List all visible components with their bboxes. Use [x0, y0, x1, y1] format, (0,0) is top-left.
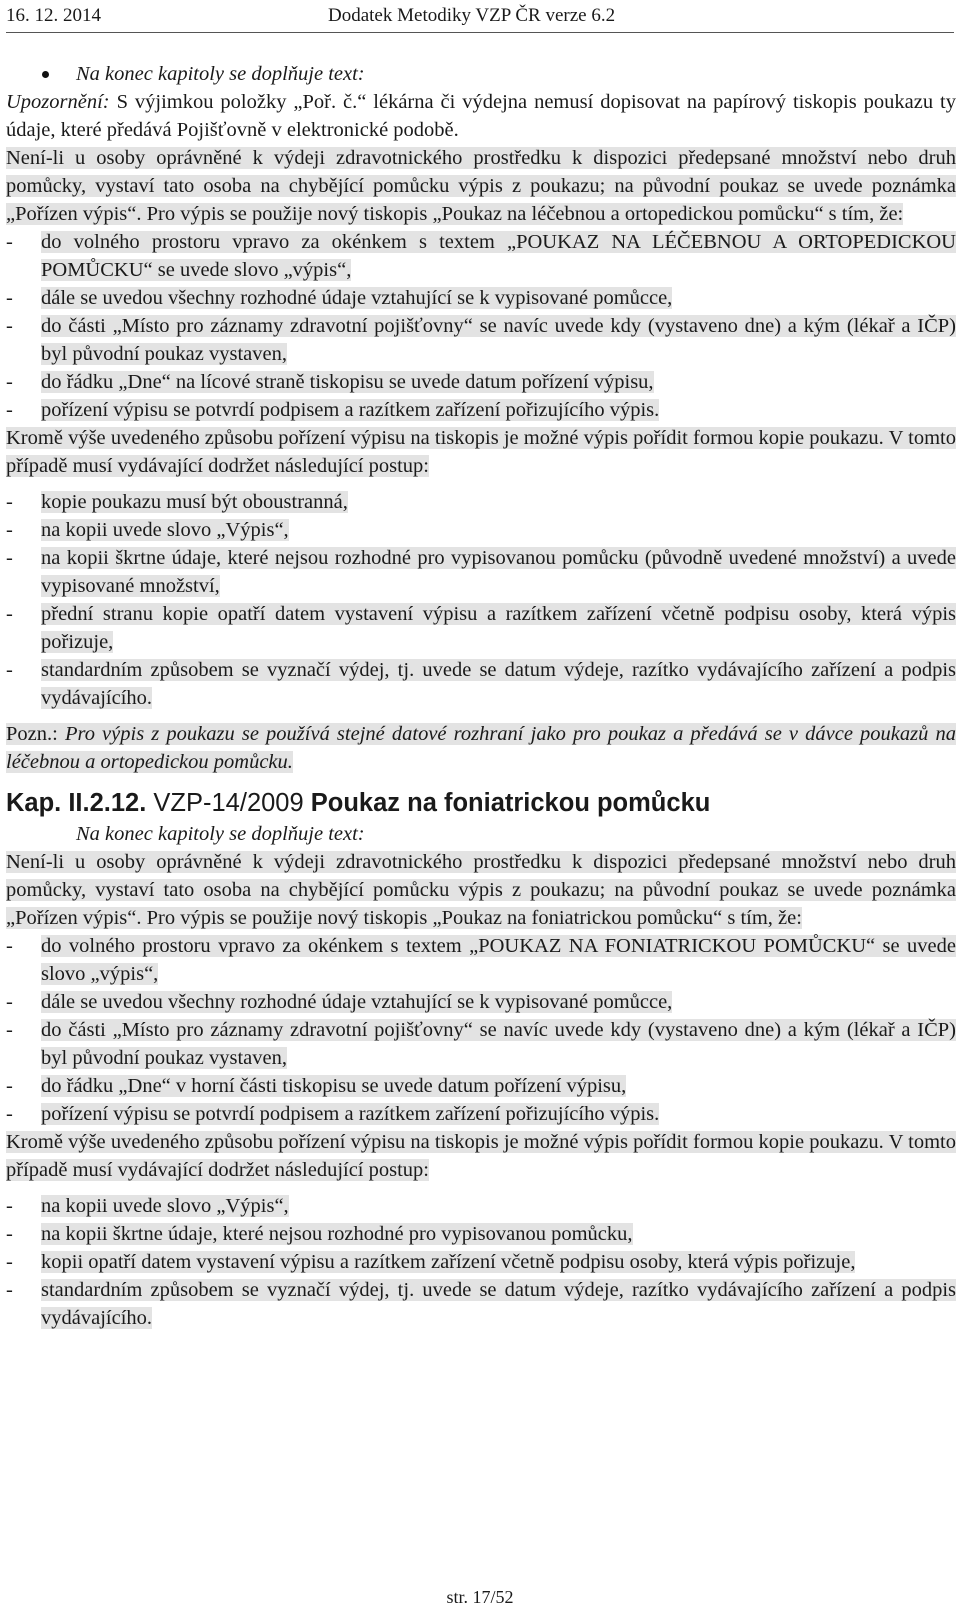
list-item-text: dále se uvedou všechny rozhodné údaje vztahující se k vypisované pomůcce,	[41, 287, 673, 309]
note-paragraph	[6, 720, 956, 776]
header-date: 16. 12. 2014	[6, 5, 101, 26]
list-item-text: přední stranu kopie opatří datem vystavení výpisu a razítkem zařízení včetně podpisu osoby, která výpis pořizuje,	[41, 603, 956, 653]
dash-icon: -	[6, 991, 13, 1013]
note-label: Pozn.:	[6, 723, 58, 745]
section2-intro: Není-li u osoby oprávněné k výdeji zdravotnického prostředku k dispozici předepsané množství nebo druh pomůcky, vystaví tato osoba na chybějící pomůcku výpis z poukazu; na původní poukaz se uvede poznámka „Pořízen výpis“. Pro výpis se použije nový tiskopis „Poukaz na foniatrickou pomůcku“ s tím, že:	[6, 851, 956, 929]
list-item-text: do volného prostoru vpravo za okénkem s textem „POUKAZ NA FONIATRICKOU POMŮCKU“ se uvede slovo „výpis“,	[41, 935, 956, 985]
dash-icon: -	[6, 603, 13, 625]
list-item-text: pořízení výpisu se potvrdí podpisem a razítkem zařízení pořizujícího výpis.	[41, 399, 660, 421]
list-item	[6, 284, 956, 312]
list-item-text: na kopii uvede slovo „Výpis“,	[41, 1195, 289, 1217]
list-item	[6, 1192, 956, 1220]
header-title: Dodatek Metodiky VZP ČR verze 6.2	[328, 5, 616, 26]
list-item	[6, 312, 956, 368]
note-text: Pro výpis z poukazu se používá stejné datové rozhraní jako pro poukaz a předává se v dávce poukazů na léčebnou a ortopedickou pomůcku.	[6, 723, 957, 773]
dash-icon: -	[6, 1223, 13, 1245]
list-item	[6, 988, 956, 1016]
list-item-text: do řádku „Dne“ v horní části tiskopisu se uvede datum pořízení výpisu,	[41, 1075, 627, 1097]
list-item	[6, 228, 956, 284]
list-item	[6, 1248, 956, 1276]
list-item-text: do části „Místo pro záznamy zdravotní pojišťovny“ se navíc uvede kdy (vystaveno dne) a kým (lékař a IČP) byl původní poukaz vystaven,	[41, 1019, 956, 1069]
warning-label: Upozornění:	[6, 91, 110, 113]
list-item-text: standardním způsobem se vyznačí výdej, tj. uvede se datum výdeje, razítko vydávajícího zařízení a podpis vydávajícího.	[41, 659, 956, 709]
heading-number: Kap. II.2.12.	[6, 789, 147, 817]
document-body	[6, 60, 956, 1332]
section1-steps	[6, 228, 956, 424]
list-item	[6, 488, 956, 516]
list-item-text: kopie poukazu musí být oboustranná,	[41, 491, 348, 513]
list-item	[6, 516, 956, 544]
page-header	[6, 2, 954, 33]
list-item	[6, 656, 956, 712]
list-item-text: na kopii škrtne údaje, které nejsou rozhodné pro vypisovanou pomůcku,	[41, 1223, 633, 1245]
list-item-text: na kopii škrtne údaje, které nejsou rozhodné pro vypisovanou pomůcku (původně uvedené množství) a uvede vypisované množství,	[41, 547, 956, 597]
section2-subnote: Na konec kapitoly se doplňuje text:	[76, 823, 365, 845]
bullet-dot-icon	[42, 71, 49, 78]
list-item	[6, 368, 956, 396]
dash-icon: -	[6, 1195, 13, 1217]
list-item	[6, 932, 956, 988]
dash-icon: -	[6, 935, 13, 957]
dash-icon: -	[6, 315, 13, 337]
dash-icon: -	[6, 1103, 13, 1125]
list-item	[6, 1100, 956, 1128]
list-item	[6, 544, 956, 600]
section1-copy-intro: Kromě výše uvedeného způsobu pořízení výpisu na tiskopis je možné výpis pořídit formou kopie poukazu. V tomto případě musí vydávající dodržet následující postup:	[6, 427, 956, 477]
heading-code: VZP-14/2009	[153, 789, 304, 817]
dash-icon: -	[6, 1019, 13, 1041]
list-item-text: na kopii uvede slovo „Výpis“,	[41, 519, 289, 541]
list-item-text: kopii opatří datem vystavení výpisu a razítkem zařízení včetně podpisu osoby, která výpis pořizuje,	[41, 1251, 856, 1273]
section2-heading	[6, 786, 956, 820]
section1-intro: Není-li u osoby oprávněné k výdeji zdravotnického prostředku k dispozici předepsané množství nebo druh pomůcky, vystaví tato osoba na chybějící pomůcku výpis z poukazu; na původní poukaz se uvede poznámka „Pořízen výpis“. Pro výpis se použije nový tiskopis „Poukaz na léčebnou a ortopedickou pomůcku“ s tím, že:	[6, 147, 956, 225]
dash-icon: -	[6, 371, 13, 393]
dash-icon: -	[6, 491, 13, 513]
dash-icon: -	[6, 1075, 13, 1097]
dash-icon: -	[6, 519, 13, 541]
page-number: str. 17/52	[446, 1587, 514, 1607]
dash-icon: -	[6, 1279, 13, 1301]
list-item	[6, 1072, 956, 1100]
section1-bullet: Na konec kapitoly se doplňuje text:	[6, 60, 956, 88]
dash-icon: -	[6, 1251, 13, 1273]
list-item-text: do řádku „Dne“ na lícové straně tiskopisu se uvede datum pořízení výpisu,	[41, 371, 654, 393]
list-item	[6, 600, 956, 656]
dash-icon: -	[6, 231, 13, 253]
heading-title: Poukaz na foniatrickou pomůcku	[310, 789, 711, 817]
warning-text: S výjimkou položky „Poř. č.“ lékárna či výdejna nemusí dopisovat na papírový tiskopis poukazu ty údaje, které předává Pojišťovně v elektronické podobě.	[6, 91, 957, 141]
dash-icon: -	[6, 659, 13, 681]
warning-paragraph	[6, 88, 956, 144]
dash-icon: -	[6, 547, 13, 569]
list-item-text: do volného prostoru vpravo za okénkem s textem „POUKAZ NA LÉČEBNOU A ORTOPEDICKOU POMŮCKU“ se uvede slovo „výpis“,	[41, 231, 956, 281]
list-item	[6, 396, 956, 424]
list-item	[6, 1016, 956, 1072]
list-item-text: dále se uvedou všechny rozhodné údaje vztahující se k vypisované pomůcce,	[41, 991, 673, 1013]
section2-steps	[6, 932, 956, 1128]
list-item-text: pořízení výpisu se potvrdí podpisem a razítkem zařízení pořizujícího výpis.	[41, 1103, 660, 1125]
section2-copy-steps	[6, 1192, 956, 1332]
list-item-text: standardním způsobem se vyznačí výdej, tj. uvede se datum výdeje, razítko vydávajícího zařízení a podpis vydávajícího.	[41, 1279, 956, 1329]
section1-copy-steps	[6, 488, 956, 712]
list-item-text: do části „Místo pro záznamy zdravotní pojišťovny“ se navíc uvede kdy (vystaveno dne) a kým (lékař a IČP) byl původní poukaz vystaven,	[41, 315, 956, 365]
dash-icon: -	[6, 287, 13, 309]
dash-icon: -	[6, 399, 13, 421]
section2-copy-intro: Kromě výše uvedeného způsobu pořízení výpisu na tiskopis je možné výpis pořídit formou kopie poukazu. V tomto případě musí vydávající dodržet následující postup:	[6, 1131, 956, 1181]
list-item	[6, 1220, 956, 1248]
list-item	[6, 1276, 956, 1332]
